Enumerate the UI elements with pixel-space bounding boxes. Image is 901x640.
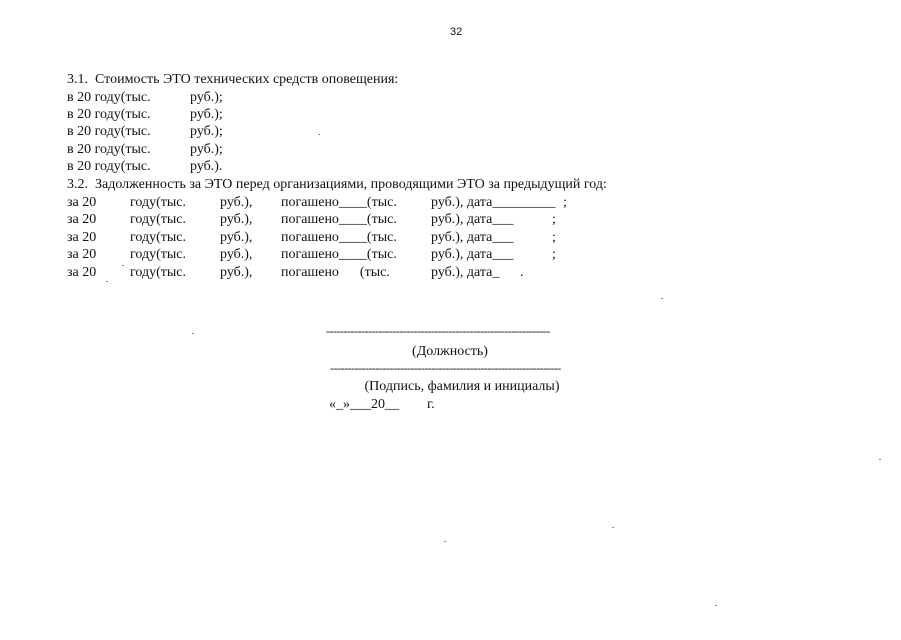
signature-date: «_»___20__ г. <box>329 397 435 412</box>
section-3-1-heading: 3.1. Стоимость ЭТО технических средств оповещения: <box>67 72 399 87</box>
signature-name-label: (Подпись, фамилия и инициалы) <box>364 379 560 394</box>
debt-row-za: за 20 <box>67 230 97 245</box>
debt-row-god: году(тыс. <box>130 247 187 262</box>
cost-row-year: в 20 году(тыс. <box>67 107 151 122</box>
scan-speck <box>612 527 614 528</box>
cost-row-year: в 20 году(тыс. <box>67 90 151 105</box>
debt-row-rub2: руб.), дата_ <box>431 265 500 280</box>
scan-speck <box>192 333 194 334</box>
scan-speck <box>122 265 124 266</box>
debt-row-god: году(тыс. <box>130 265 187 280</box>
debt-row-end: . <box>520 265 524 280</box>
debt-row-rub2: руб.), дата_________ <box>431 195 556 210</box>
cost-row-rub: руб.); <box>190 142 223 157</box>
debt-row-rub1: руб.), <box>220 212 253 227</box>
debt-row-rub2: руб.), дата___ <box>431 230 514 245</box>
scan-speck <box>106 281 108 282</box>
scan-speck <box>879 459 881 460</box>
cost-row-year: в 20 году(тыс. <box>67 159 151 174</box>
debt-row-rub1: руб.), <box>220 265 253 280</box>
position-label: (Должность) <box>412 344 488 359</box>
debt-row-rub2: руб.), дата___ <box>431 212 514 227</box>
debt-row-end: ; <box>563 195 567 210</box>
cost-row-rub: руб.); <box>190 90 223 105</box>
debt-row-rub1: руб.), <box>220 230 253 245</box>
debt-row-pog: погашено____(тыс. <box>281 212 397 227</box>
section-3-2-heading: 3.2. Задолженность за ЭТО перед организациями, проводящими ЭТО за предыдущий год: <box>67 177 607 192</box>
debt-row-za: за 20 <box>67 247 97 262</box>
scan-speck <box>715 605 717 606</box>
debt-row-za: за 20 <box>67 195 97 210</box>
cost-row-year: в 20 году(тыс. <box>67 142 151 157</box>
debt-row-god: году(тыс. <box>130 212 187 227</box>
debt-row-god: году(тыс. <box>130 195 187 210</box>
debt-row-pog: погашено (тыс. <box>281 265 390 280</box>
scan-speck <box>318 134 320 135</box>
debt-row-pog: погашено____(тыс. <box>281 195 397 210</box>
debt-row-rub1: руб.), <box>220 195 253 210</box>
page-number: 32 <box>450 26 463 38</box>
debt-row-pog: погашено____(тыс. <box>281 230 397 245</box>
debt-row-za: за 20 <box>67 212 97 227</box>
signature-underline: ------------------------------------------------------------------ <box>330 361 561 375</box>
cost-row-rub: руб.). <box>190 159 223 174</box>
cost-row-year: в 20 году(тыс. <box>67 124 151 139</box>
debt-row-end: ; <box>552 212 556 227</box>
cost-row-rub: руб.); <box>190 124 223 139</box>
scan-speck <box>661 298 663 299</box>
debt-row-rub2: руб.), дата___ <box>431 247 514 262</box>
debt-row-pog: погашено____(тыс. <box>281 247 397 262</box>
position-underline: ---------------------------------------------------------------- <box>326 324 550 338</box>
cost-row-rub: руб.); <box>190 107 223 122</box>
debt-row-za: за 20 <box>67 265 97 280</box>
debt-row-rub1: руб.), <box>220 247 253 262</box>
debt-row-end: ; <box>552 230 556 245</box>
debt-row-god: году(тыс. <box>130 230 187 245</box>
scan-speck <box>444 541 446 542</box>
debt-row-end: ; <box>552 247 556 262</box>
